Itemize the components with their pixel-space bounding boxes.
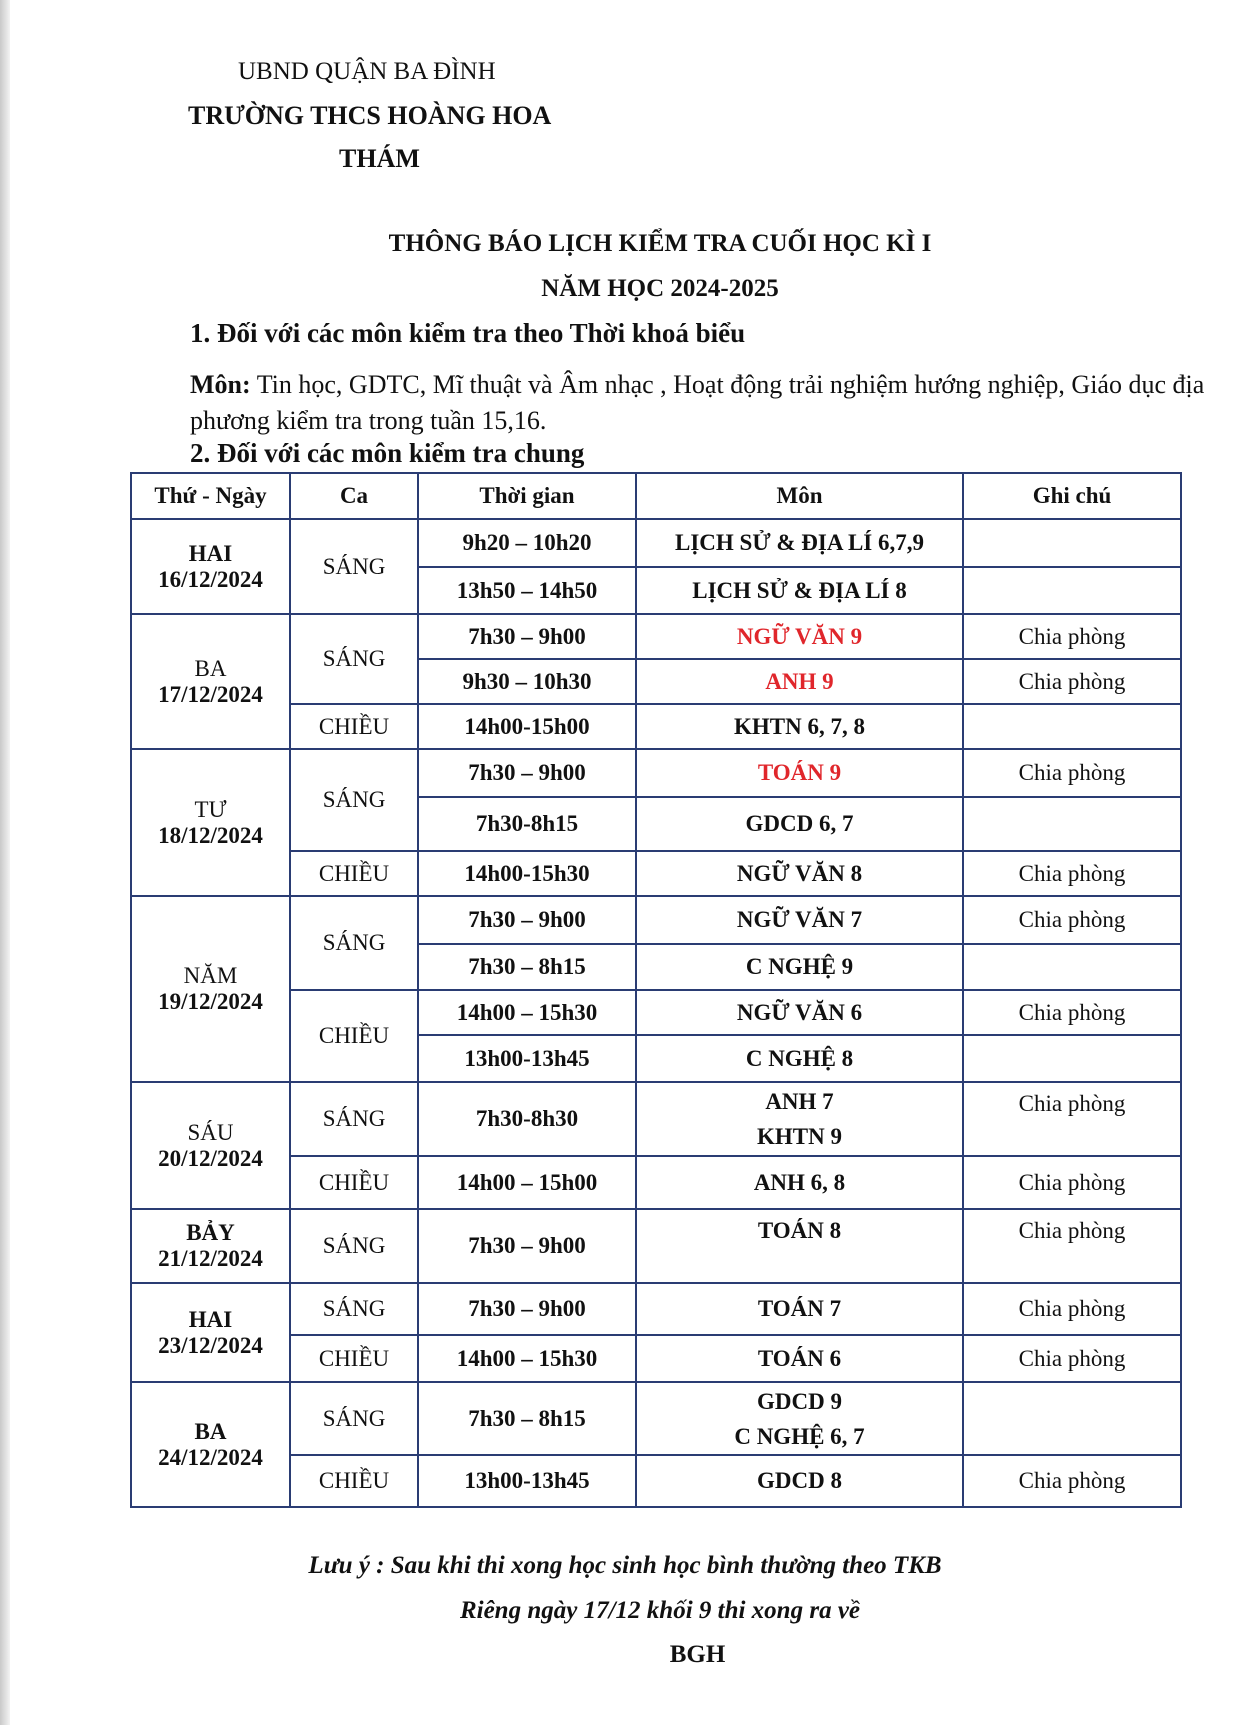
note-cell: [963, 1035, 1181, 1082]
note-cell: Chia phòng: [963, 659, 1181, 704]
shift-cell: CHIỀU: [290, 704, 418, 749]
section1-heading: 1. Đối với các môn kiểm tra theo Thời khoá biểu: [190, 318, 746, 348]
time-cell: 7h30 – 8h15: [418, 1382, 636, 1455]
note-cell: [963, 519, 1181, 567]
note-cell: Chia phòng: [963, 1283, 1181, 1335]
exam-schedule-table: [130, 472, 1182, 1508]
time-cell: 14h00 – 15h30: [418, 1335, 636, 1382]
note-cell: Chia phòng: [963, 851, 1181, 896]
subjects-label: Môn:: [190, 370, 251, 399]
time-cell: 7h30 – 9h00: [418, 749, 636, 797]
time-cell: 7h30 – 9h00: [418, 896, 636, 944]
subject-cell: GDCD 8: [636, 1455, 963, 1507]
note-cell: Chia phòng: [963, 1082, 1181, 1156]
time-cell: 9h30 – 10h30: [418, 659, 636, 704]
time-cell: 14h00 – 15h30: [418, 990, 636, 1035]
school-name-line1: TRƯỜNG THCS HOÀNG HOA: [188, 101, 552, 130]
section2-heading: 2. Đối với các môn kiểm tra chung: [190, 438, 585, 468]
subject-cell: TOÁN 6: [636, 1335, 963, 1382]
day-cell: NĂM 19/12/2024: [131, 896, 290, 1082]
table-row: [131, 614, 1181, 659]
time-cell: 13h50 – 14h50: [418, 567, 636, 614]
header-note: Ghi chú: [963, 473, 1181, 519]
subject-cell: NGỮ VĂN 9: [636, 614, 963, 659]
day-cell: HAI 23/12/2024: [131, 1283, 290, 1382]
subject-cell: GDCD 9 C NGHỆ 6, 7: [636, 1382, 963, 1455]
note-cell: Chia phòng: [963, 749, 1181, 797]
subject-cell: ANH 6, 8: [636, 1156, 963, 1209]
note-cell: Chia phòng: [963, 990, 1181, 1035]
subject-cell: NGỮ VĂN 8: [636, 851, 963, 896]
subject-cell: TOÁN 9: [636, 749, 963, 797]
day-cell: TƯ 18/12/2024: [131, 749, 290, 896]
table-row: [131, 749, 1181, 797]
day-cell: BA 24/12/2024: [131, 1382, 290, 1507]
note-cell: [963, 944, 1181, 990]
table-row: [131, 519, 1181, 567]
note-cell: Chia phòng: [963, 1209, 1181, 1283]
school-year: NĂM HỌC 2024-2025: [541, 275, 779, 302]
shift-cell: CHIỀU: [290, 990, 418, 1082]
shift-cell: SÁNG: [290, 1082, 418, 1156]
time-cell: 14h00-15h00: [418, 704, 636, 749]
time-cell: 9h20 – 10h20: [418, 519, 636, 567]
time-cell: 13h00-13h45: [418, 1455, 636, 1507]
table-row: [131, 1283, 1181, 1335]
time-cell: 7h30 – 9h00: [418, 1283, 636, 1335]
subject-cell: GDCD 6, 7: [636, 797, 963, 851]
time-cell: 13h00-13h45: [418, 1035, 636, 1082]
note-cell: Chia phòng: [963, 1335, 1181, 1382]
table-row: [131, 1082, 1181, 1156]
table-row: [131, 896, 1181, 944]
subject-cell: NGỮ VĂN 6: [636, 990, 963, 1035]
time-cell: 7h30-8h30: [418, 1082, 636, 1156]
school-name-line2: THÁM: [339, 144, 420, 173]
header-day: Thứ - Ngày: [131, 473, 290, 519]
shift-cell: CHIỀU: [290, 1156, 418, 1209]
shift-cell: SÁNG: [290, 519, 418, 614]
subject-cell: ANH 7 KHTN 9: [636, 1082, 963, 1156]
note-cell: [963, 1382, 1181, 1455]
section1-text: [190, 367, 1210, 439]
subjects-list: Tin học, GDTC, Mĩ thuật và Âm nhạc , Hoạt động trải nghiệm hướng nghiệp, Giáo dục địa phương kiểm tra trong tuần 15,16.: [190, 370, 1205, 435]
subject-cell: LỊCH SỬ & ĐỊA LÍ 6,7,9: [636, 519, 963, 567]
header-shift: Ca: [290, 473, 418, 519]
note-cell: Chia phòng: [963, 1455, 1181, 1507]
day-cell: SÁU 20/12/2024: [131, 1082, 290, 1209]
shift-cell: CHIỀU: [290, 1335, 418, 1382]
note-cell: [963, 704, 1181, 749]
page-edge-shadow: [0, 0, 10, 1725]
subject-cell: C NGHỆ 8: [636, 1035, 963, 1082]
time-cell: 14h00-15h30: [418, 851, 636, 896]
subject-cell: NGỮ VĂN 7: [636, 896, 963, 944]
subject-cell: C NGHỆ 9: [636, 944, 963, 990]
note-cell: Chia phòng: [963, 1156, 1181, 1209]
shift-cell: CHIỀU: [290, 1455, 418, 1507]
subject-cell: KHTN 6, 7, 8: [636, 704, 963, 749]
table-row: [131, 1382, 1181, 1455]
note-cell: Chia phòng: [963, 896, 1181, 944]
day-cell: BA 17/12/2024: [131, 614, 290, 749]
shift-cell: SÁNG: [290, 1382, 418, 1455]
table-row: [131, 1209, 1181, 1283]
shift-cell: SÁNG: [290, 1209, 418, 1283]
footer-note-grade9: Riêng ngày 17/12 khối 9 thi xong ra về: [459, 1597, 861, 1624]
note-cell: [963, 567, 1181, 614]
time-cell: 14h00 – 15h00: [418, 1156, 636, 1209]
table-header-row: [131, 473, 1181, 519]
note-cell: Chia phòng: [963, 614, 1181, 659]
district-name: UBND QUẬN BA ĐÌNH: [238, 58, 496, 85]
subject-cell: LỊCH SỬ & ĐỊA LÍ 8: [636, 567, 963, 614]
time-cell: 7h30-8h15: [418, 797, 636, 851]
shift-cell: SÁNG: [290, 1283, 418, 1335]
signature-bgh: BGH: [669, 1641, 726, 1668]
time-cell: 7h30 – 9h00: [418, 1209, 636, 1283]
subject-cell: TOÁN 7: [636, 1283, 963, 1335]
header-time: Thời gian: [418, 473, 636, 519]
shift-cell: SÁNG: [290, 749, 418, 851]
shift-cell: SÁNG: [290, 614, 418, 704]
time-cell: 7h30 – 9h00: [418, 614, 636, 659]
footer-note: Lưu ý : Sau khi thi xong học sinh học bình thường theo TKB: [308, 1552, 942, 1579]
time-cell: 7h30 – 8h15: [418, 944, 636, 990]
document-title: THÔNG BÁO LỊCH KIỂM TRA CUỐI HỌC KÌ I: [388, 230, 932, 257]
shift-cell: SÁNG: [290, 896, 418, 990]
header-subject: Môn: [636, 473, 963, 519]
day-cell: BẢY 21/12/2024: [131, 1209, 290, 1283]
subject-cell: TOÁN 8: [636, 1209, 963, 1283]
note-cell: [963, 797, 1181, 851]
shift-cell: CHIỀU: [290, 851, 418, 896]
subject-cell: ANH 9: [636, 659, 963, 704]
day-cell: HAI 16/12/2024: [131, 519, 290, 614]
